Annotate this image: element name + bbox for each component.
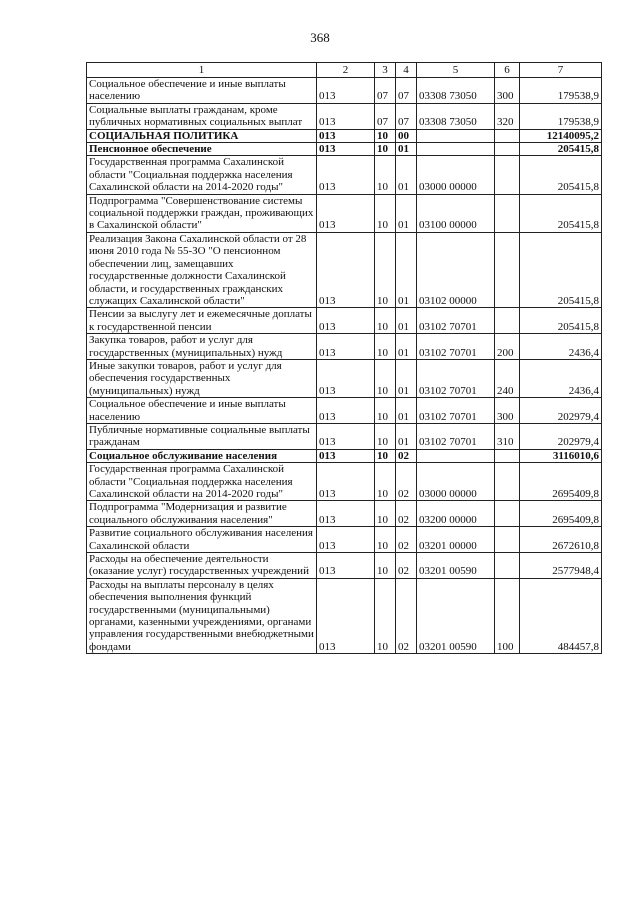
cell-amount: 2436,4 <box>520 334 602 360</box>
cell-target-article: 03100 00000 <box>417 194 495 232</box>
cell-subsection: 02 <box>396 578 417 653</box>
cell-name: Развитие социального обслуживания населения Сахалинской области <box>87 527 317 553</box>
cell-amount: 205415,8 <box>520 194 602 232</box>
cell-amount: 12140095,2 <box>520 129 602 142</box>
cell-name: Пенсии за выслугу лет и ежемесячные доплаты к государственной пенсии <box>87 308 317 334</box>
cell-expense-type <box>495 143 520 156</box>
cell-expense-type: 200 <box>495 334 520 360</box>
cell-name: Реализация Закона Сахалинской области от 28 июня 2010 года № 55-ЗО "О пенсионном обеспечении лиц, замещавших государственные должности Сахалинской области, и государственных гражданских служащих Сахалинской области" <box>87 232 317 307</box>
cell-name: Закупка товаров, работ и услуг для государственных (муниципальных) нужд <box>87 334 317 360</box>
cell-name: Государственная программа Сахалинской области "Социальная поддержка населения Сахалинской области на 2014-2020 годы" <box>87 156 317 194</box>
column-header: 1 <box>87 63 317 78</box>
column-header: 4 <box>396 63 417 78</box>
budget-table <box>86 62 602 654</box>
table-row <box>87 232 602 307</box>
cell-section: 10 <box>375 578 396 653</box>
cell-amount: 202979,4 <box>520 398 602 424</box>
cell-amount: 2695409,8 <box>520 463 602 501</box>
cell-expense-type: 240 <box>495 359 520 397</box>
cell-section: 07 <box>375 103 396 129</box>
cell-subsection: 02 <box>396 553 417 579</box>
table-row <box>87 156 602 194</box>
table-row <box>87 423 602 449</box>
cell-admin-code: 013 <box>317 78 375 104</box>
cell-target-article: 03102 70701 <box>417 398 495 424</box>
table-row <box>87 334 602 360</box>
cell-target-article: 03201 00590 <box>417 553 495 579</box>
cell-subsection: 01 <box>396 232 417 307</box>
table-row <box>87 103 602 129</box>
cell-amount: 3116010,6 <box>520 449 602 462</box>
column-header: 7 <box>520 63 602 78</box>
cell-name: Социальное обеспечение и иные выплаты населению <box>87 78 317 104</box>
table-row <box>87 308 602 334</box>
cell-section: 10 <box>375 156 396 194</box>
cell-subsection: 01 <box>396 194 417 232</box>
cell-name: СОЦИАЛЬНАЯ ПОЛИТИКА <box>87 129 317 142</box>
cell-admin-code: 013 <box>317 308 375 334</box>
cell-target-article: 03102 70701 <box>417 334 495 360</box>
cell-target-article: 03102 70701 <box>417 359 495 397</box>
cell-expense-type <box>495 501 520 527</box>
cell-target-article: 03102 70701 <box>417 308 495 334</box>
cell-amount: 205415,8 <box>520 156 602 194</box>
cell-admin-code: 013 <box>317 143 375 156</box>
cell-expense-type <box>495 449 520 462</box>
cell-expense-type: 300 <box>495 398 520 424</box>
cell-section: 10 <box>375 359 396 397</box>
cell-section: 10 <box>375 527 396 553</box>
cell-section: 10 <box>375 143 396 156</box>
cell-section: 10 <box>375 463 396 501</box>
cell-subsection: 01 <box>396 308 417 334</box>
cell-expense-type <box>495 194 520 232</box>
cell-subsection: 01 <box>396 334 417 360</box>
table-body <box>87 78 602 654</box>
cell-section: 10 <box>375 194 396 232</box>
table-row <box>87 463 602 501</box>
cell-name: Государственная программа Сахалинской области "Социальная поддержка населения Сахалинской области на 2014-2020 годы" <box>87 463 317 501</box>
cell-name: Социальное обеспечение и иные выплаты населению <box>87 398 317 424</box>
table-row <box>87 129 602 142</box>
cell-expense-type <box>495 156 520 194</box>
cell-admin-code: 013 <box>317 129 375 142</box>
cell-admin-code: 013 <box>317 423 375 449</box>
cell-amount: 202979,4 <box>520 423 602 449</box>
cell-subsection: 01 <box>396 359 417 397</box>
cell-name: Социальные выплаты гражданам, кроме публичных нормативных социальных выплат <box>87 103 317 129</box>
cell-admin-code: 013 <box>317 449 375 462</box>
cell-expense-type <box>495 553 520 579</box>
cell-section: 10 <box>375 501 396 527</box>
cell-subsection: 00 <box>396 129 417 142</box>
cell-target-article <box>417 143 495 156</box>
column-header: 5 <box>417 63 495 78</box>
cell-admin-code: 013 <box>317 527 375 553</box>
cell-name: Подпрограмма "Совершенствование системы социальной поддержки граждан, проживающих в Сахалинской области" <box>87 194 317 232</box>
cell-section: 10 <box>375 232 396 307</box>
cell-admin-code: 013 <box>317 194 375 232</box>
cell-subsection: 02 <box>396 463 417 501</box>
cell-name: Пенсионное обеспечение <box>87 143 317 156</box>
cell-expense-type: 320 <box>495 103 520 129</box>
cell-expense-type: 300 <box>495 78 520 104</box>
cell-amount: 205415,8 <box>520 308 602 334</box>
cell-admin-code: 013 <box>317 578 375 653</box>
cell-name: Иные закупки товаров, работ и услуг для обеспечения государственных (муниципальных) нужд <box>87 359 317 397</box>
cell-section: 10 <box>375 398 396 424</box>
cell-section: 10 <box>375 334 396 360</box>
cell-amount: 2695409,8 <box>520 501 602 527</box>
cell-target-article: 03102 70701 <box>417 423 495 449</box>
cell-expense-type: 310 <box>495 423 520 449</box>
cell-target-article: 03201 00590 <box>417 578 495 653</box>
cell-target-article: 03201 00000 <box>417 527 495 553</box>
cell-subsection: 02 <box>396 501 417 527</box>
cell-section: 10 <box>375 129 396 142</box>
cell-expense-type <box>495 308 520 334</box>
cell-section: 10 <box>375 449 396 462</box>
cell-name: Подпрограмма "Модернизация и развитие социального обслуживания населения" <box>87 501 317 527</box>
cell-target-article: 03308 73050 <box>417 103 495 129</box>
cell-target-article: 03000 00000 <box>417 156 495 194</box>
table-row <box>87 578 602 653</box>
cell-target-article: 03200 00000 <box>417 501 495 527</box>
table-row <box>87 449 602 462</box>
table-row <box>87 501 602 527</box>
table-row <box>87 398 602 424</box>
cell-section: 10 <box>375 423 396 449</box>
cell-admin-code: 013 <box>317 156 375 194</box>
cell-name: Социальное обслуживание населения <box>87 449 317 462</box>
cell-amount: 205415,8 <box>520 232 602 307</box>
table-row <box>87 527 602 553</box>
cell-admin-code: 013 <box>317 553 375 579</box>
cell-amount: 2436,4 <box>520 359 602 397</box>
cell-section: 10 <box>375 308 396 334</box>
cell-section: 07 <box>375 78 396 104</box>
cell-admin-code: 013 <box>317 334 375 360</box>
column-header: 3 <box>375 63 396 78</box>
cell-target-article: 03102 00000 <box>417 232 495 307</box>
cell-expense-type <box>495 129 520 142</box>
cell-section: 10 <box>375 553 396 579</box>
cell-subsection: 07 <box>396 103 417 129</box>
table-row <box>87 194 602 232</box>
cell-expense-type <box>495 463 520 501</box>
table-row <box>87 359 602 397</box>
cell-admin-code: 013 <box>317 103 375 129</box>
cell-target-article <box>417 449 495 462</box>
cell-subsection: 02 <box>396 527 417 553</box>
cell-expense-type <box>495 527 520 553</box>
table-row <box>87 553 602 579</box>
cell-name: Публичные нормативные социальные выплаты гражданам <box>87 423 317 449</box>
cell-amount: 205415,8 <box>520 143 602 156</box>
cell-amount: 179538,9 <box>520 78 602 104</box>
cell-subsection: 01 <box>396 156 417 194</box>
table-row <box>87 143 602 156</box>
cell-amount: 2577948,4 <box>520 553 602 579</box>
cell-subsection: 02 <box>396 449 417 462</box>
cell-amount: 2672610,8 <box>520 527 602 553</box>
page-number: 368 <box>310 30 330 45</box>
table-row <box>87 78 602 104</box>
cell-name: Расходы на обеспечение деятельности (оказание услуг) государственных учреждений <box>87 553 317 579</box>
cell-admin-code: 013 <box>317 501 375 527</box>
cell-admin-code: 013 <box>317 463 375 501</box>
cell-admin-code: 013 <box>317 359 375 397</box>
table-header-row <box>87 63 602 78</box>
cell-admin-code: 013 <box>317 398 375 424</box>
cell-target-article: 03308 73050 <box>417 78 495 104</box>
cell-expense-type <box>495 232 520 307</box>
cell-admin-code: 013 <box>317 232 375 307</box>
cell-subsection: 01 <box>396 143 417 156</box>
cell-name: Расходы на выплаты персоналу в целях обеспечения выполнения функций государственными (муниципальными) органами, казенными учреждениями, органами управления государственными внебюджетными фондами <box>87 578 317 653</box>
column-header: 2 <box>317 63 375 78</box>
cell-amount: 179538,9 <box>520 103 602 129</box>
cell-amount: 484457,8 <box>520 578 602 653</box>
cell-subsection: 07 <box>396 78 417 104</box>
cell-subsection: 01 <box>396 398 417 424</box>
cell-expense-type: 100 <box>495 578 520 653</box>
cell-subsection: 01 <box>396 423 417 449</box>
cell-target-article: 03000 00000 <box>417 463 495 501</box>
column-header: 6 <box>495 63 520 78</box>
cell-target-article <box>417 129 495 142</box>
